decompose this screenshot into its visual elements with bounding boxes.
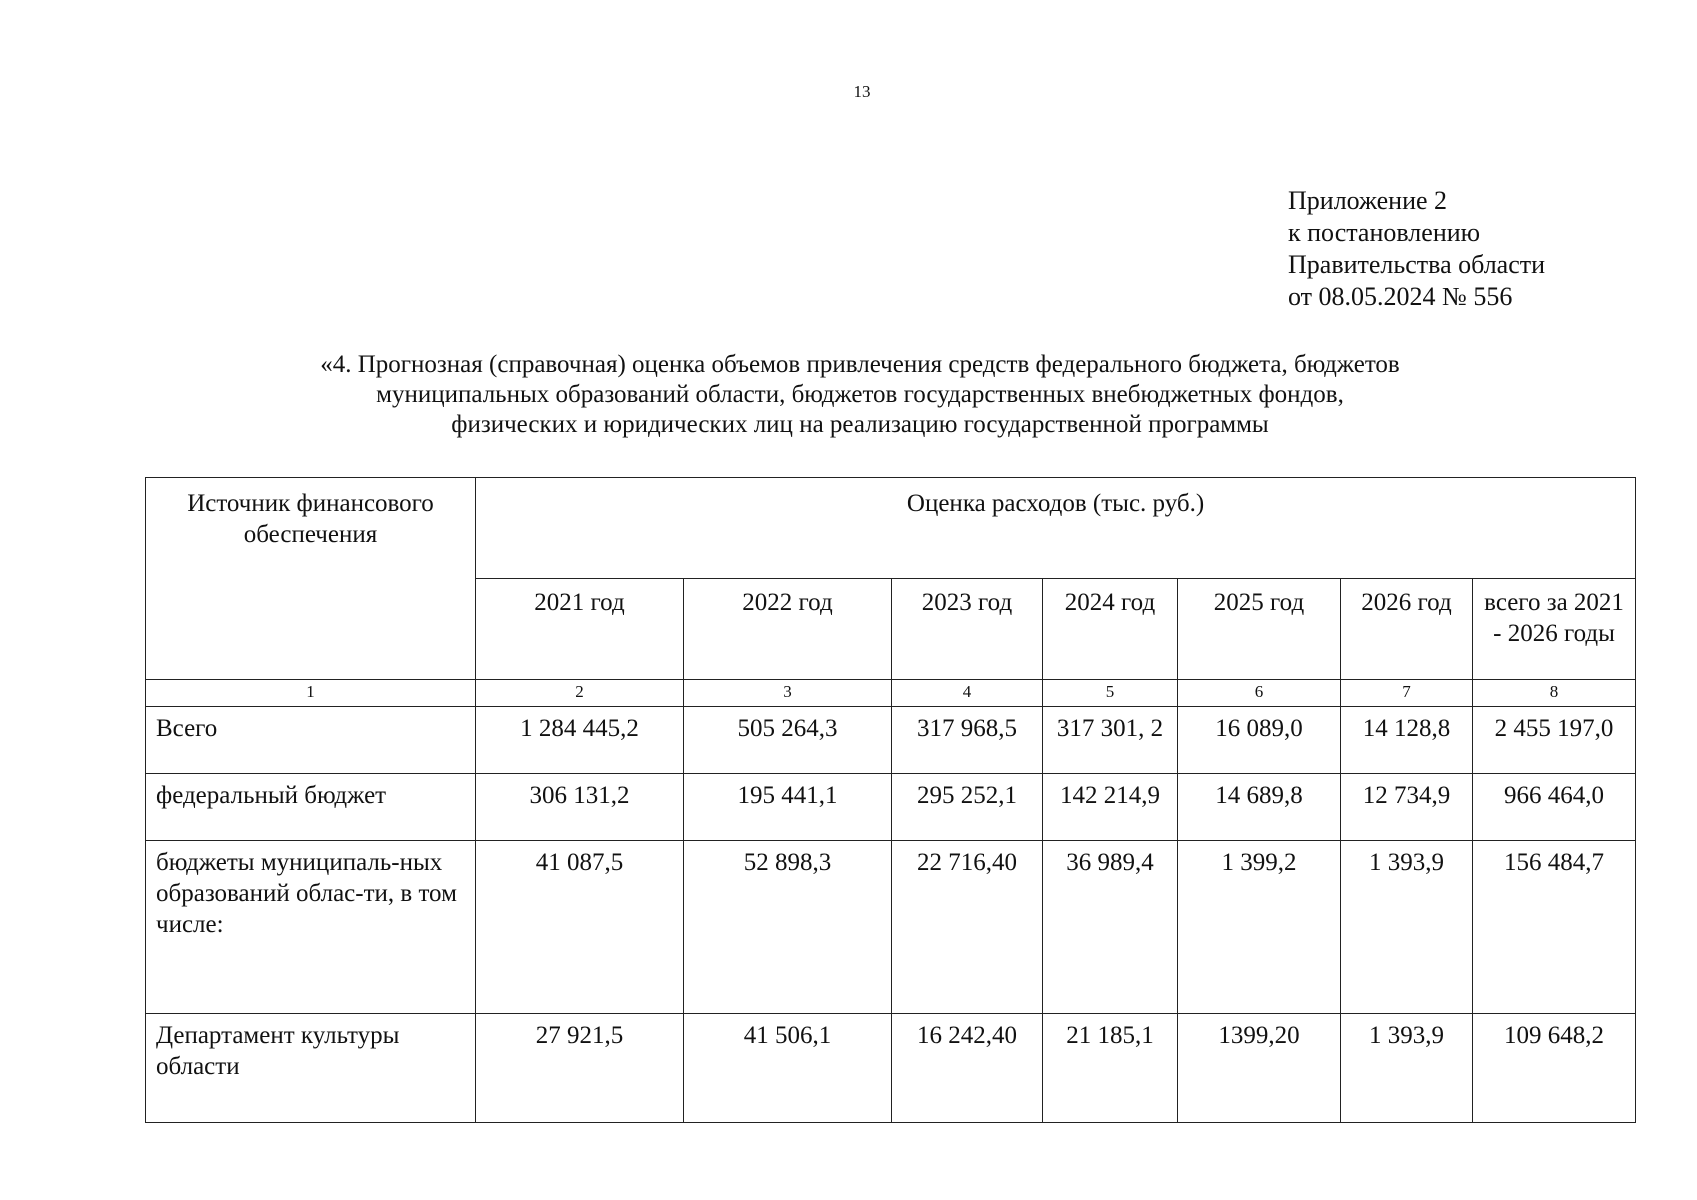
value-cell: 142 214,9 <box>1043 774 1178 841</box>
value-cell: 109 648,2 <box>1473 1014 1636 1123</box>
column-number: 7 <box>1341 680 1473 707</box>
table-row-federal <box>146 774 1636 841</box>
budget-table <box>145 477 1636 1123</box>
page-number: 13 <box>853 82 871 101</box>
title-line: муниципальных образований области, бюджетов государственных внебюджетных фондов, <box>376 381 1344 408</box>
column-number-row <box>146 680 1636 707</box>
year-header: 2022 год <box>684 579 892 680</box>
appendix-line: Правительства области <box>1288 250 1546 279</box>
table-row-total <box>146 707 1636 774</box>
value-cell: 505 264,3 <box>684 707 892 774</box>
value-cell: 306 131,2 <box>476 774 684 841</box>
column-number: 6 <box>1178 680 1341 707</box>
value-cell: 16 242,40 <box>892 1014 1043 1123</box>
value-cell: 12 734,9 <box>1341 774 1473 841</box>
value-cell: 295 252,1 <box>892 774 1043 841</box>
value-cell: 317 301, 2 <box>1043 707 1178 774</box>
year-header: 2021 год <box>476 579 684 680</box>
column-number: 3 <box>684 680 892 707</box>
source-cell: Департамент культуры области <box>146 1014 476 1123</box>
year-header: 2023 год <box>892 579 1043 680</box>
value-cell: 41 506,1 <box>684 1014 892 1123</box>
value-cell: 14 689,8 <box>1178 774 1341 841</box>
value-cell: 2 455 197,0 <box>1473 707 1636 774</box>
column-number: 4 <box>892 680 1043 707</box>
source-cell: Всего <box>146 707 476 774</box>
value-cell: 195 441,1 <box>684 774 892 841</box>
value-cell: 27 921,5 <box>476 1014 684 1123</box>
title-line: «4. Прогнозная (справочная) оценка объемов привлечения средств федерального бюджета, бюджетов <box>320 351 1400 378</box>
year-header: 2025 год <box>1178 579 1341 680</box>
value-cell: 16 089,0 <box>1178 707 1341 774</box>
value-cell: 36 989,4 <box>1043 841 1178 1014</box>
column-number: 2 <box>476 680 684 707</box>
appendix-line: к постановлению <box>1288 218 1481 247</box>
source-cell: федеральный бюджет <box>146 774 476 841</box>
value-cell: 1 393,9 <box>1341 1014 1473 1123</box>
value-cell: 1 393,9 <box>1341 841 1473 1014</box>
table-row-culture-department <box>146 1014 1636 1123</box>
appendix-note <box>1288 185 1545 313</box>
column-number: 1 <box>146 680 476 707</box>
value-cell: 1399,20 <box>1178 1014 1341 1123</box>
appendix-line: Приложение 2 <box>1288 186 1448 215</box>
value-cell: 966 464,0 <box>1473 774 1636 841</box>
year-header: 2024 год <box>1043 579 1178 680</box>
value-cell: 1 399,2 <box>1178 841 1341 1014</box>
header-row <box>146 478 1636 579</box>
value-cell: 21 185,1 <box>1043 1014 1178 1123</box>
year-header: 2026 год <box>1341 579 1473 680</box>
source-header: Источник финансового обеспечения <box>146 478 476 680</box>
column-number: 5 <box>1043 680 1178 707</box>
value-cell: 317 968,5 <box>892 707 1043 774</box>
value-cell: 14 128,8 <box>1341 707 1473 774</box>
source-cell: бюджеты муниципаль-ных образований облас-ти, в том числе: <box>146 841 476 1014</box>
column-number: 8 <box>1473 680 1636 707</box>
estimate-header: Оценка расходов (тыс. руб.) <box>476 478 1636 579</box>
section-title <box>160 350 1560 440</box>
appendix-line: от 08.05.2024 № 556 <box>1288 282 1513 311</box>
value-cell: 22 716,40 <box>892 841 1043 1014</box>
table-row-municipal <box>146 841 1636 1014</box>
total-period-header: всего за 2021 - 2026 годы <box>1473 579 1636 680</box>
value-cell: 1 284 445,2 <box>476 707 684 774</box>
title-line: физических и юридических лиц на реализацию государственной программы <box>451 411 1269 438</box>
value-cell: 52 898,3 <box>684 841 892 1014</box>
value-cell: 156 484,7 <box>1473 841 1636 1014</box>
value-cell: 41 087,5 <box>476 841 684 1014</box>
